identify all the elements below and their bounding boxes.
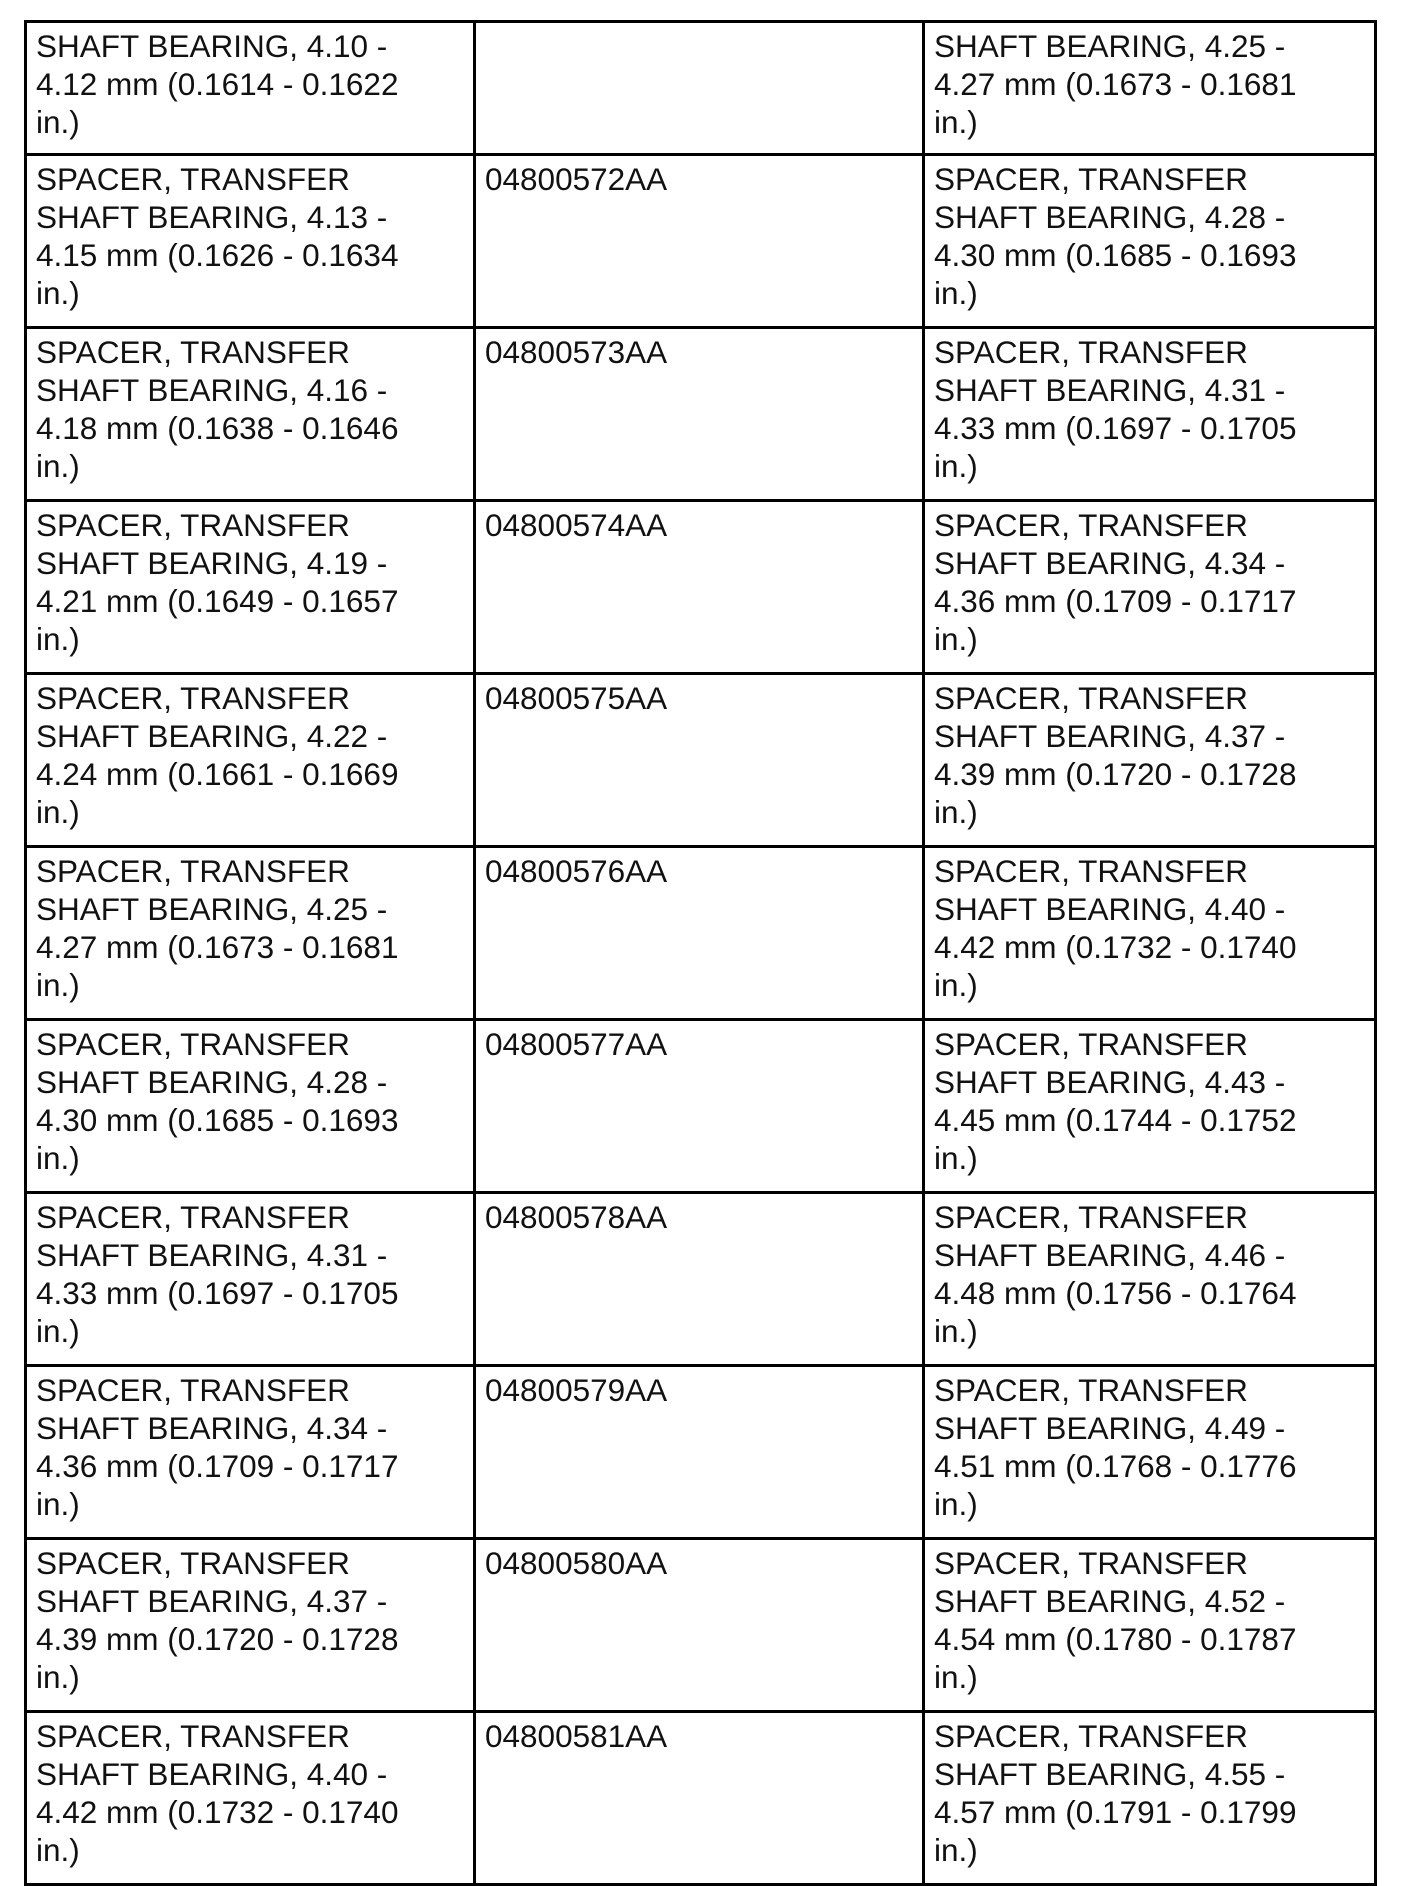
description-cell: SPACER, TRANSFER SHAFT BEARING, 4.34 - 4.36 mm (0.1709 - 0.1717 in.) bbox=[26, 1366, 475, 1539]
description-cell: SPACER, TRANSFER SHAFT BEARING, 4.19 - 4.21 mm (0.1649 - 0.1657 in.) bbox=[26, 501, 475, 674]
part-number-cell: 04800577AA bbox=[475, 1020, 924, 1193]
alt-description-cell: SPACER, TRANSFER SHAFT BEARING, 4.37 - 4.39 mm (0.1720 - 0.1728 in.) bbox=[924, 674, 1376, 847]
part-number-cell: 04800581AA bbox=[475, 1712, 924, 1885]
parts-table bbox=[24, 20, 1377, 1886]
description-cell: SPACER, TRANSFER SHAFT BEARING, 4.16 - 4.18 mm (0.1638 - 0.1646 in.) bbox=[26, 328, 475, 501]
table-row bbox=[26, 22, 1376, 155]
table-row bbox=[26, 1366, 1376, 1539]
description-cell: SPACER, TRANSFER SHAFT BEARING, 4.22 - 4.24 mm (0.1661 - 0.1669 in.) bbox=[26, 674, 475, 847]
alt-description-cell: SPACER, TRANSFER SHAFT BEARING, 4.34 - 4.36 mm (0.1709 - 0.1717 in.) bbox=[924, 501, 1376, 674]
part-number-cell: 04800579AA bbox=[475, 1366, 924, 1539]
alt-description-cell: SPACER, TRANSFER SHAFT BEARING, 4.55 - 4.57 mm (0.1791 - 0.1799 in.) bbox=[924, 1712, 1376, 1885]
table-row bbox=[26, 155, 1376, 328]
alt-description-cell: SPACER, TRANSFER SHAFT BEARING, 4.40 - 4.42 mm (0.1732 - 0.1740 in.) bbox=[924, 847, 1376, 1020]
table-row bbox=[26, 501, 1376, 674]
alt-description-cell: SPACER, TRANSFER SHAFT BEARING, 4.31 - 4.33 mm (0.1697 - 0.1705 in.) bbox=[924, 328, 1376, 501]
alt-description-cell: SPACER, TRANSFER SHAFT BEARING, 4.43 - 4.45 mm (0.1744 - 0.1752 in.) bbox=[924, 1020, 1376, 1193]
part-number-cell: 04800572AA bbox=[475, 155, 924, 328]
part-number-cell: 04800580AA bbox=[475, 1539, 924, 1712]
description-cell: SPACER, TRANSFER SHAFT BEARING, 4.37 - 4.39 mm (0.1720 - 0.1728 in.) bbox=[26, 1539, 475, 1712]
table-row bbox=[26, 847, 1376, 1020]
alt-description-cell: SPACER, TRANSFER SHAFT BEARING, 4.46 - 4.48 mm (0.1756 - 0.1764 in.) bbox=[924, 1193, 1376, 1366]
table-row bbox=[26, 1712, 1376, 1885]
table-row bbox=[26, 1193, 1376, 1366]
part-number-cell: 04800573AA bbox=[475, 328, 924, 501]
description-cell: SPACER, TRANSFER SHAFT BEARING, 4.28 - 4.30 mm (0.1685 - 0.1693 in.) bbox=[26, 1020, 475, 1193]
part-number-cell: 04800575AA bbox=[475, 674, 924, 847]
table-row bbox=[26, 1539, 1376, 1712]
alt-description-cell: SHAFT BEARING, 4.25 - 4.27 mm (0.1673 - 0.1681 in.) bbox=[924, 22, 1376, 155]
description-cell: SPACER, TRANSFER SHAFT BEARING, 4.25 - 4.27 mm (0.1673 - 0.1681 in.) bbox=[26, 847, 475, 1020]
description-cell: SPACER, TRANSFER SHAFT BEARING, 4.13 - 4.15 mm (0.1626 - 0.1634 in.) bbox=[26, 155, 475, 328]
alt-description-cell: SPACER, TRANSFER SHAFT BEARING, 4.28 - 4.30 mm (0.1685 - 0.1693 in.) bbox=[924, 155, 1376, 328]
table-row bbox=[26, 674, 1376, 847]
alt-description-cell: SPACER, TRANSFER SHAFT BEARING, 4.52 - 4.54 mm (0.1780 - 0.1787 in.) bbox=[924, 1539, 1376, 1712]
alt-description-cell: SPACER, TRANSFER SHAFT BEARING, 4.49 - 4.51 mm (0.1768 - 0.1776 in.) bbox=[924, 1366, 1376, 1539]
description-cell: SPACER, TRANSFER SHAFT BEARING, 4.31 - 4.33 mm (0.1697 - 0.1705 in.) bbox=[26, 1193, 475, 1366]
description-cell: SHAFT BEARING, 4.10 - 4.12 mm (0.1614 - 0.1622 in.) bbox=[26, 22, 475, 155]
part-number-cell: 04800576AA bbox=[475, 847, 924, 1020]
table-row bbox=[26, 328, 1376, 501]
part-number-cell bbox=[475, 22, 924, 155]
description-cell: SPACER, TRANSFER SHAFT BEARING, 4.40 - 4.42 mm (0.1732 - 0.1740 in.) bbox=[26, 1712, 475, 1885]
table-row bbox=[26, 1020, 1376, 1193]
part-number-cell: 04800574AA bbox=[475, 501, 924, 674]
part-number-cell: 04800578AA bbox=[475, 1193, 924, 1366]
parts-table-body bbox=[26, 22, 1376, 1885]
